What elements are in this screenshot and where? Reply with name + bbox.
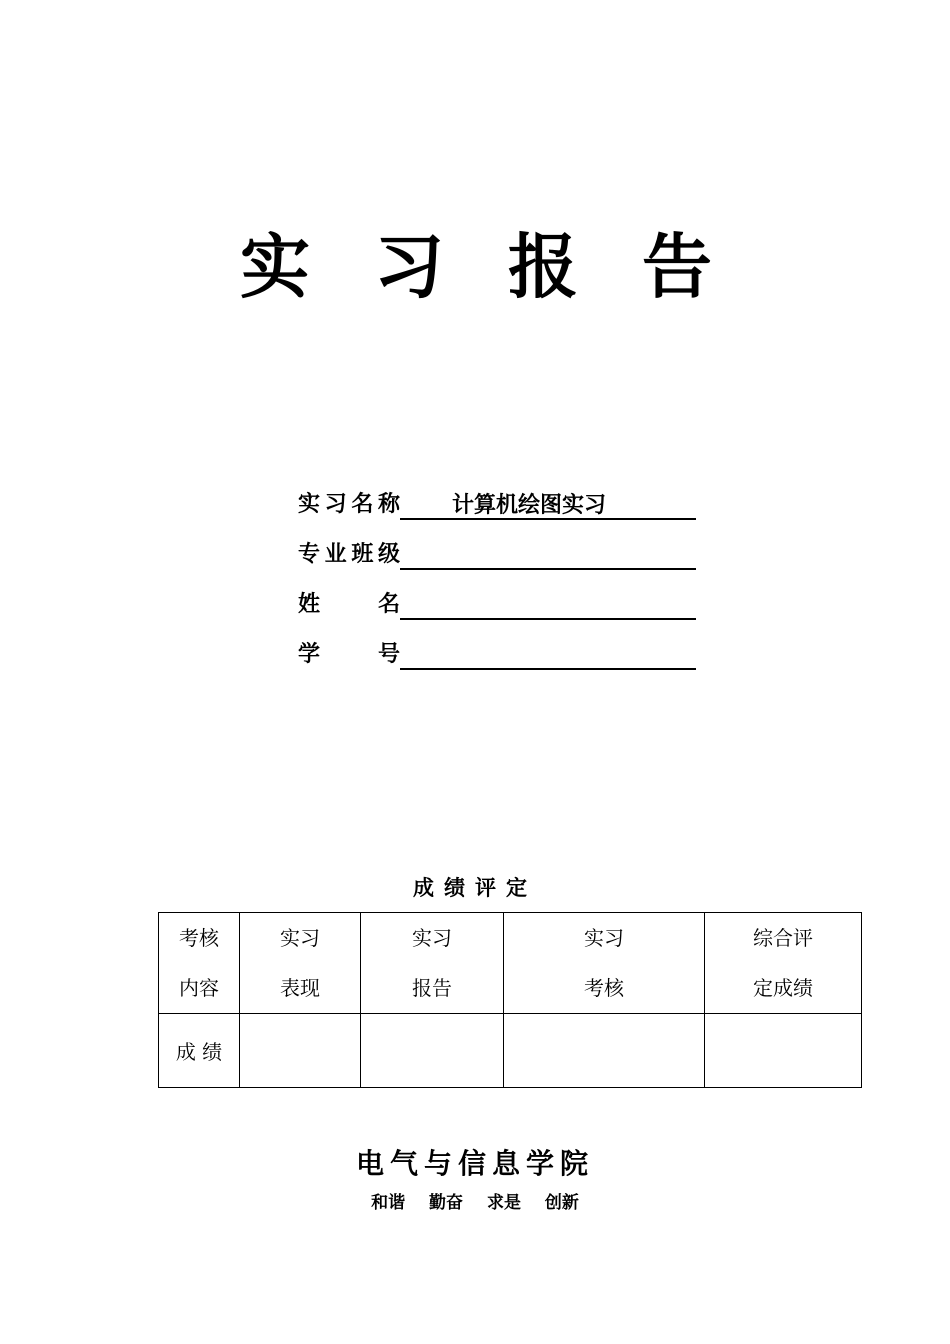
report-title: [0, 222, 950, 312]
header-cell: 实习 表现: [240, 913, 361, 1014]
student-id-label: 学 号: [298, 641, 400, 667]
info-row-class: [298, 520, 696, 570]
grade-table: [158, 912, 862, 1088]
class-label: 专 业 班 级: [298, 541, 400, 567]
info-row-student-name: [298, 570, 696, 620]
header-cell: 实习 考核: [504, 913, 705, 1014]
info-row-name: [298, 470, 696, 520]
header-cell: 考核 内容: [159, 913, 240, 1014]
row-label: 成 绩: [159, 1014, 240, 1088]
grade-cell-report[interactable]: [361, 1014, 504, 1088]
title-char: 习: [374, 225, 444, 308]
header-cell: 实习 报告: [361, 913, 504, 1014]
internship-name-label: 实 习 名 称: [298, 491, 400, 517]
motto-item: 求是: [486, 1193, 521, 1213]
grade-title: 成绩评定: [413, 875, 537, 900]
class-field[interactable]: [400, 540, 696, 570]
title-char: 告: [642, 225, 712, 308]
school-name: 电气与信息学院: [355, 1147, 594, 1180]
motto: [0, 1188, 950, 1213]
title-char: 实: [240, 225, 310, 308]
motto-item: 创新: [544, 1193, 579, 1213]
motto-item: 和谐: [371, 1193, 406, 1213]
student-name-field[interactable]: [400, 590, 696, 620]
student-name-label: 姓 名: [298, 591, 400, 617]
internship-name-field[interactable]: 计算机绘图实习: [400, 490, 696, 520]
table-header-row: [159, 913, 862, 1014]
student-id-field[interactable]: [400, 640, 696, 670]
grade-cell-overall[interactable]: [705, 1014, 862, 1088]
grade-cell-performance[interactable]: [240, 1014, 361, 1088]
title-char: 报: [508, 225, 578, 308]
motto-item: 勤奋: [429, 1193, 464, 1213]
info-row-student-id: [298, 620, 696, 670]
header-cell: 综合评 定成绩: [705, 913, 862, 1014]
info-block: [298, 470, 696, 670]
grade-cell-exam[interactable]: [504, 1014, 705, 1088]
table-row: [159, 1014, 862, 1088]
